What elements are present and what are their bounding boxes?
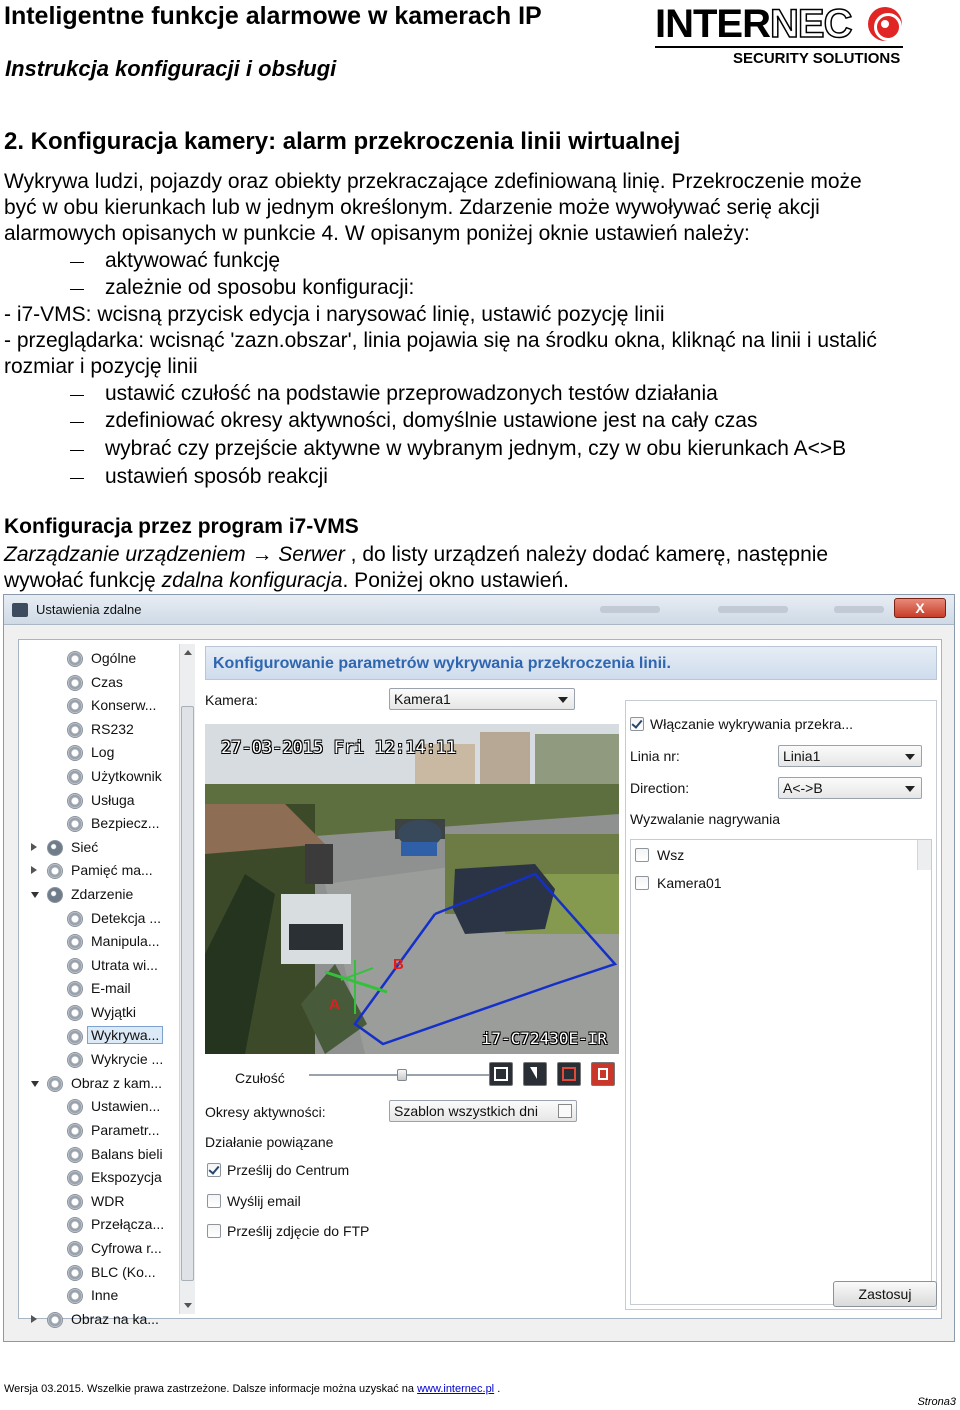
tree-item-label: BLC (Ko... <box>91 1263 156 1280</box>
linked-action-checkbox[interactable] <box>207 1194 221 1208</box>
rectangle-icon <box>494 1067 508 1081</box>
tree-item-label: Utrata wi... <box>91 956 158 973</box>
config-line: rozmiar i pozycję linii <box>4 355 198 378</box>
trash-icon <box>598 1068 608 1080</box>
gear-icon <box>67 1194 83 1210</box>
expanded-arrow-icon[interactable] <box>31 1081 39 1087</box>
tree-item[interactable] <box>27 766 177 788</box>
gear-icon <box>67 1288 83 1304</box>
settings-tree <box>27 644 179 1327</box>
gear-icon <box>67 816 83 832</box>
tree-item-label: WDR <box>91 1192 125 1209</box>
tree-item-label: Inne <box>91 1287 119 1304</box>
gear-icon <box>67 722 83 738</box>
line-label-a: A <box>329 996 340 1013</box>
erase-icon <box>562 1067 576 1081</box>
tree-item[interactable] <box>27 719 177 741</box>
linked-action-label: Wyślij email <box>227 1192 301 1209</box>
tree-item-label: Ekspozycja <box>91 1169 162 1186</box>
tree-item-label: Ustawien... <box>91 1098 161 1115</box>
gear-icon <box>47 1312 63 1328</box>
line-no-label: Linia nr: <box>630 748 680 764</box>
tree-item[interactable] <box>27 648 177 670</box>
linked-action-label: Prześlij do Centrum <box>227 1162 350 1178</box>
tree-item-label: Wykrycie ... <box>91 1051 164 1068</box>
gear-icon <box>67 981 83 997</box>
panel-title: Konfigurowanie parametrów wykrywania przekroczenia linii. <box>213 655 671 672</box>
window-app-icon <box>12 603 28 617</box>
document-subtitle: Instrukcja konfiguracji i obsługi <box>5 56 337 81</box>
list-scrollbar[interactable] <box>917 840 931 870</box>
schedule-select[interactable]: Szablon wszystkich dni <box>389 1100 577 1122</box>
tree-item-label: Przełącza... <box>91 1216 165 1233</box>
tree-item[interactable] <box>27 672 177 694</box>
expanded-arrow-icon[interactable] <box>31 892 39 898</box>
page-number: Strona3 <box>917 1396 956 1408</box>
delete-button[interactable] <box>591 1062 615 1086</box>
tree-item-label: Log <box>91 744 115 761</box>
tree-item-label: Konserw... <box>91 697 157 714</box>
apply-button[interactable]: Zastosuj <box>833 1281 937 1307</box>
tree-item[interactable] <box>27 1120 177 1142</box>
direction-label: Direction: <box>630 780 690 796</box>
scroll-thumb[interactable] <box>181 706 194 1281</box>
tree-item[interactable] <box>27 742 177 764</box>
gear-icon <box>67 698 83 714</box>
gear-icon <box>67 1217 83 1233</box>
tree-item-label: Ogólne <box>91 650 137 666</box>
gear-icon <box>47 863 63 879</box>
footer-text: Wersja 03.2015. Wszelkie prawa zastrzeżone. Dalsze informacje można uzyskać na www.internec.pl . <box>4 1383 501 1395</box>
tree-scrollbar[interactable] <box>179 644 195 1314</box>
calendar-icon[interactable] <box>558 1104 572 1118</box>
record-trigger-label: Wyzwalanie nagrywania <box>630 811 781 827</box>
tree-item-label: Manipula... <box>91 933 160 950</box>
tree-item-label: E-mail <box>91 980 131 997</box>
config-line: - i7-VMS: wcisną przycisk edycja i narysować linię, ustawić pozycję linii <box>4 303 665 326</box>
config-line: - przeglądarka: wcisnąć 'zazn.obszar', linia pojawia się na środku okna, kliknąć na linii i ustalić <box>4 329 877 352</box>
cursor-icon <box>530 1067 537 1079</box>
scroll-up-icon[interactable] <box>184 650 192 655</box>
tree-item[interactable] <box>27 1309 177 1331</box>
record-channel-list <box>630 839 932 1305</box>
slider-thumb[interactable] <box>397 1069 407 1081</box>
tree-item-label: Detekcja ... <box>91 909 162 926</box>
gear-icon <box>67 793 83 809</box>
tree-item[interactable] <box>27 1167 177 1189</box>
gear-icon <box>67 769 83 785</box>
gear-icon <box>67 1241 83 1257</box>
settings-frame <box>18 639 942 1327</box>
line-label-b: B <box>393 956 404 973</box>
internec-logo <box>655 2 905 67</box>
tree-item-label: Zdarzenie <box>71 886 134 902</box>
tree-item-label: Balans bieli <box>91 1145 163 1162</box>
gear-icon <box>67 1170 83 1186</box>
linked-action-checkbox[interactable] <box>207 1163 221 1177</box>
collapsed-arrow-icon[interactable] <box>31 866 37 874</box>
tree-item[interactable] <box>27 884 177 906</box>
tree-item[interactable] <box>27 908 177 930</box>
collapsed-arrow-icon[interactable] <box>31 843 37 851</box>
chevron-down-icon <box>558 697 568 703</box>
remote-settings-window <box>3 594 955 1342</box>
tree-item-label: Parametr... <box>91 1122 160 1138</box>
tree-item-label: Cyfrowa r... <box>91 1240 162 1256</box>
tree-item[interactable] <box>27 1026 177 1048</box>
line-settings-panel <box>625 700 937 1310</box>
record-camera01-checkbox[interactable] <box>635 876 649 890</box>
window-title: Ustawienia zdalne <box>36 602 142 617</box>
collapsed-arrow-icon[interactable] <box>31 1315 37 1323</box>
gear-icon <box>67 1052 83 1068</box>
gear-icon <box>67 651 83 667</box>
linked-actions-label: Działanie powiązane <box>205 1134 334 1150</box>
blurred-titlebar-text <box>834 606 884 613</box>
tree-item[interactable] <box>27 1144 177 1166</box>
gear-icon <box>67 1029 83 1045</box>
tree-item[interactable] <box>27 1002 177 1024</box>
scroll-down-icon[interactable] <box>184 1303 192 1308</box>
blurred-titlebar-text <box>600 606 660 613</box>
gear-icon <box>67 745 83 761</box>
tree-item[interactable] <box>27 1285 177 1307</box>
gear-icon <box>67 1265 83 1281</box>
camera-preview[interactable] <box>205 724 619 1054</box>
vms-instructions-line: wywołać funkcję zdalna konfiguracja. Poniżej okno ustawień. <box>4 569 569 592</box>
tree-item[interactable] <box>27 860 177 882</box>
intro-line: Wykrywa ludzi, pojazdy oraz obiekty przekraczające zdefiniowaną linię. Przekroczenie może <box>4 170 862 193</box>
gear-icon <box>67 1005 83 1021</box>
globe-icon <box>47 840 63 856</box>
tree-item[interactable] <box>27 1214 177 1236</box>
footer-link[interactable]: www.internec.pl <box>417 1383 495 1395</box>
tree-item-label: Usługa <box>91 791 135 808</box>
vms-heading: Konfiguracja przez program i7-VMS <box>4 515 359 538</box>
gear-icon <box>67 958 83 974</box>
document-title: Inteligentne funkcje alarmowe w kamerach IP <box>4 2 542 30</box>
tree-item[interactable] <box>27 695 177 717</box>
gear-icon <box>67 911 83 927</box>
intro-line: alarmowych opisanych w punkcie 4. W opisanym poniżej oknie ustawień należy: <box>4 222 750 245</box>
enable-detection-checkbox[interactable] <box>630 717 644 731</box>
linked-action-label: Prześlij zdjęcie do FTP <box>227 1223 370 1239</box>
tree-item-label: Bezpiecz... <box>91 815 160 832</box>
sensitivity-label: Czułość <box>235 1070 285 1086</box>
chevron-down-icon <box>905 786 915 792</box>
logo-tagline: SECURITY SOLUTIONS <box>733 50 901 67</box>
gear-icon <box>67 1099 83 1115</box>
logo-wordmark: INTERNEC <box>655 2 852 46</box>
tree-item[interactable] <box>27 978 177 1000</box>
tree-item-label: RS232 <box>91 720 134 737</box>
tree-item[interactable] <box>27 955 177 977</box>
enable-detection-label: Włączanie wykrywania przekra... <box>650 716 854 732</box>
panel-title-bar <box>205 646 937 680</box>
tree-item-label: Pamięć ma... <box>71 862 153 879</box>
tree-item[interactable] <box>27 931 177 953</box>
logo-divider <box>655 46 903 48</box>
record-all-checkbox[interactable] <box>635 848 649 862</box>
tree-item-label: Wyjątki <box>91 1004 136 1020</box>
intro-line: być w obu kierunkach lub w jednym określonym. Zdarzenie może wywoływać serię akcji <box>4 196 820 219</box>
tree-item[interactable] <box>27 1096 177 1118</box>
record-all-label: Wsz <box>657 847 685 863</box>
line-no-select[interactable]: Linia1 <box>778 745 922 767</box>
close-button[interactable]: X <box>894 598 946 618</box>
section-heading: 2. Konfiguracja kamery: alarm przekroczenia linii wirtualnej <box>4 128 681 155</box>
tree-item[interactable] <box>27 837 177 859</box>
gear-icon <box>67 1123 83 1139</box>
chevron-down-icon <box>905 754 915 760</box>
linked-action-checkbox[interactable] <box>207 1224 221 1238</box>
tree-item-label: Czas <box>91 673 123 690</box>
preview-camera-name: i7-C72430E-IR <box>481 1029 607 1048</box>
gear-icon <box>67 675 83 691</box>
sensitivity-slider[interactable] <box>309 1074 489 1077</box>
globe-icon <box>47 887 63 903</box>
draw-area-button[interactable] <box>489 1062 513 1086</box>
preview-timestamp: 27-03-2015 Fri 12:14:11 <box>221 738 457 758</box>
camera-select[interactable]: Kamera1 <box>389 688 575 710</box>
tree-item[interactable] <box>27 1238 177 1260</box>
periods-label: Okresy aktywności: <box>205 1104 326 1120</box>
camera-label: Kamera: <box>205 692 258 708</box>
clear-area-button[interactable] <box>557 1062 581 1086</box>
tree-item-label: Użytkownik <box>91 768 162 784</box>
logo-ring-icon <box>868 7 902 41</box>
window-titlebar[interactable] <box>4 595 954 625</box>
tree-item[interactable] <box>27 1073 177 1095</box>
gear-icon <box>47 1076 63 1092</box>
tree-item[interactable] <box>27 1191 177 1213</box>
gear-icon <box>67 1147 83 1163</box>
tree-item-label: Sieć <box>71 838 99 855</box>
tree-item-label: Obraz na ka... <box>71 1310 159 1327</box>
tree-item[interactable] <box>27 813 177 835</box>
tree-item[interactable] <box>27 790 177 812</box>
gear-icon <box>67 934 83 950</box>
tree-item[interactable] <box>27 1262 177 1284</box>
preview-scene <box>205 724 619 1054</box>
tree-item[interactable] <box>27 1049 177 1071</box>
record-camera01-label: Kamera01 <box>657 875 722 891</box>
blurred-titlebar-text <box>718 606 788 613</box>
tree-item-label: Obraz z kam... <box>71 1074 163 1091</box>
tree-item-label: Wykrywa... <box>87 1026 163 1044</box>
direction-select[interactable]: A<->B <box>778 777 922 799</box>
select-button[interactable] <box>523 1062 547 1086</box>
vms-instructions-line: Zarządzanie urządzeniem → Serwer , do listy urządzeń należy dodać kamerę, następnie <box>4 543 829 566</box>
